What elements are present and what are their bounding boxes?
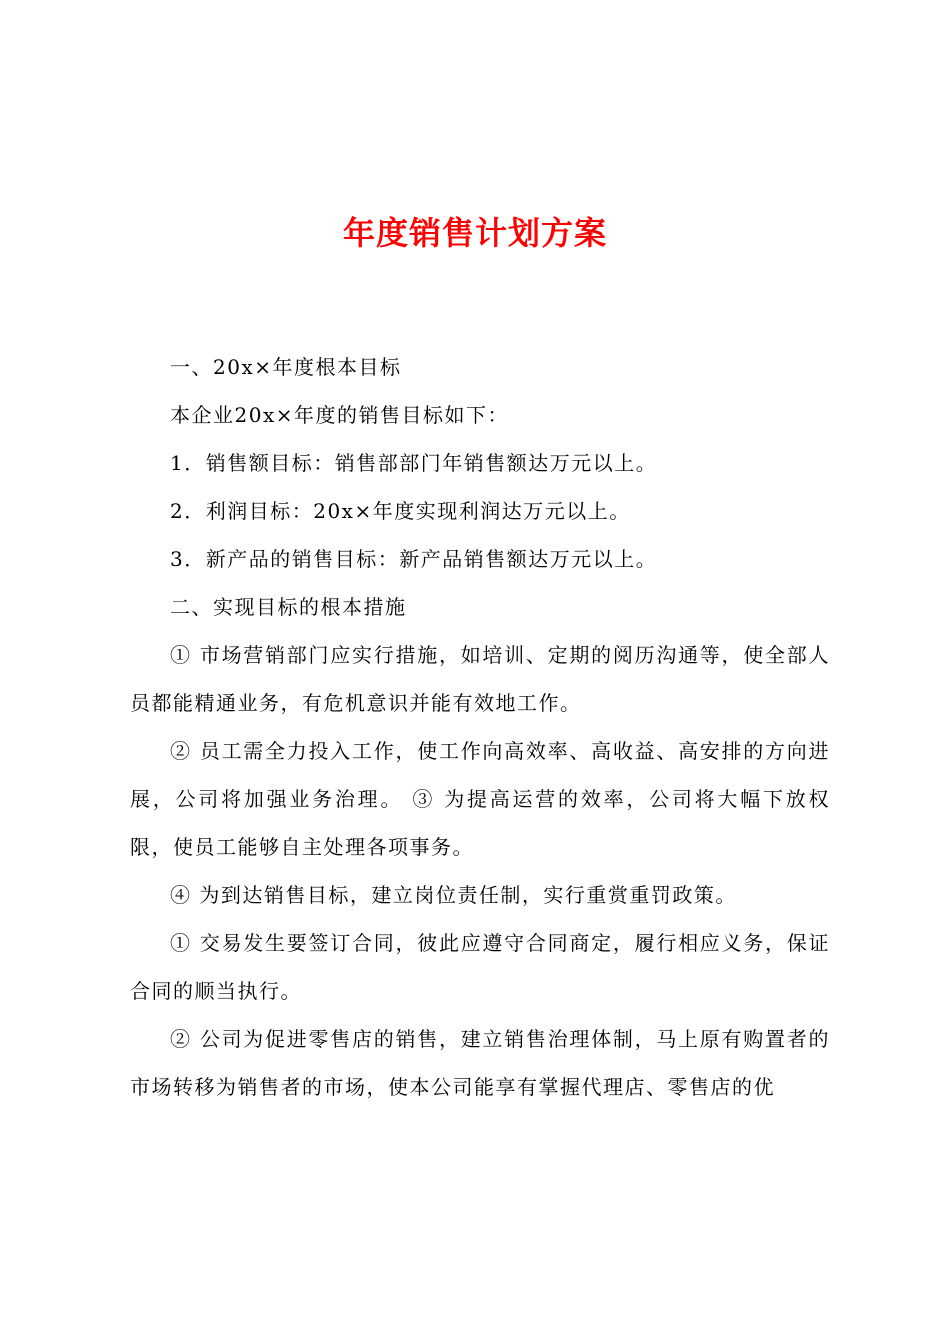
paragraph-measure-retail: ② 公司为促进零售店的销售，建立销售治理体制，马上原有购置者的市场转移为销售者的市场，使本公司能享有掌握代理店、零售店的优 — [130, 1027, 830, 1099]
paragraph-profit-target: 2．利润目标：20x×年度实现利润达万元以上。 — [170, 499, 631, 523]
paragraph-measure-contracts: ① 交易发生要签订合同，彼此应遵守合同商定，履行相应义务，保证合同的顺当执行。 — [130, 931, 830, 1003]
document-title: 年度销售计划方案 — [342, 214, 607, 252]
document-body — [130, 343, 830, 1111]
paragraph-new-product-target: 3．新产品的销售目标：新产品销售额达万元以上。 — [170, 547, 658, 571]
paragraph-targets-intro: 本企业20x×年度的销售目标如下： — [170, 403, 509, 427]
paragraph-sales-target: 1．销售额目标：销售部部门年销售额达万元以上。 — [170, 451, 658, 475]
paragraph-measure-training: ① 市场营销部门应实行措施，如培训、定期的阅历沟通等，使全部人员都能精通业务，有危机意识并能有效地工作。 — [130, 643, 830, 715]
paragraph-measure-efficiency: ② 员工需全力投入工作，使工作向高效率、高收益、高安排的方向进展，公司将加强业务治理。 ③ 为提高运营的效率，公司将大幅下放权限，使员工能够自主处理各项事务。 — [130, 739, 830, 859]
paragraph-measure-responsibility: ④ 为到达销售目标，建立岗位责任制，实行重赏重罚政策。 — [170, 883, 737, 907]
paragraph-section-1-heading: 一、20x×年度根本目标 — [170, 355, 402, 379]
paragraph-section-2-heading: 二、实现目标的根本措施 — [170, 595, 407, 619]
